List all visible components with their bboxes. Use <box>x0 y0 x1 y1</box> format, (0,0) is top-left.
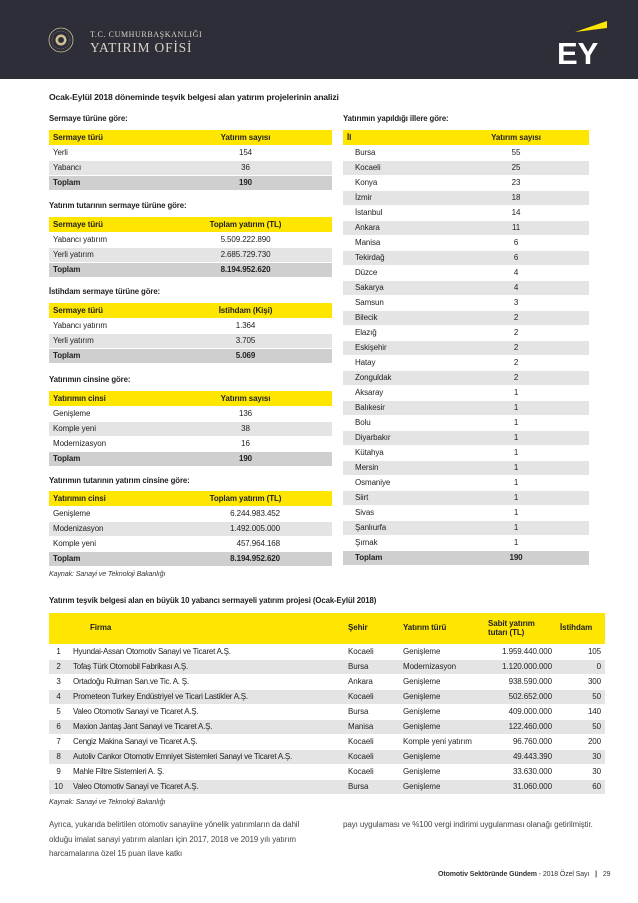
section-label-yatirim-tutari: Yatırım tutarının sermaye türüne göre: <box>49 201 187 210</box>
city-name: Kocaeli <box>344 644 399 659</box>
city-count: 1 <box>443 415 589 430</box>
table-row <box>343 520 589 535</box>
city-name: Elazığ <box>343 325 443 340</box>
footer-separator: | <box>595 871 598 878</box>
state-seal-icon <box>48 27 74 53</box>
table-sermaye-turu <box>49 130 332 191</box>
city-count: 23 <box>443 175 589 190</box>
header-cell: Sermaye türü <box>49 303 159 318</box>
city-count: 4 <box>443 280 589 295</box>
row-number: 2 <box>49 659 68 674</box>
total-label: Toplam <box>49 551 159 566</box>
city-name: Ankara <box>343 220 443 235</box>
page-header <box>0 0 638 79</box>
table-row <box>49 659 605 674</box>
company-name: Valeo Otomotiv Sanayi ve Ticaret A.Ş. <box>68 704 344 719</box>
row-name: Genişleme <box>49 406 159 421</box>
table-row <box>343 175 589 190</box>
header-cell: Firma <box>68 613 344 644</box>
header-cell: Toplam yatırım (TL) <box>159 217 332 232</box>
row-number: 1 <box>49 644 68 659</box>
city-name: Bolu <box>343 415 443 430</box>
total-label: Toplam <box>49 348 159 363</box>
investment-amount: 31.060.000 <box>484 779 556 794</box>
city-name: Osmaniye <box>343 475 443 490</box>
row-number: 8 <box>49 749 68 764</box>
city-count: 3 <box>443 295 589 310</box>
table-row <box>343 535 589 550</box>
investment-amount: 1.959.440.000 <box>484 644 556 659</box>
page-number: 29 <box>602 871 611 878</box>
header-cell: Yatırım sayısı <box>159 130 332 145</box>
table-row <box>49 145 332 160</box>
section-label-iller: Yatırımın yapıldığı illere göre: <box>343 114 449 123</box>
table-row <box>49 536 332 551</box>
row-value: 36 <box>159 160 332 175</box>
table-row <box>343 475 589 490</box>
investment-amount: 96.760.000 <box>484 734 556 749</box>
row-number: 5 <box>49 704 68 719</box>
row-value: 154 <box>159 145 332 160</box>
city-name: Bursa <box>343 145 443 160</box>
issue-name: - 2018 Özel Sayı <box>536 871 590 878</box>
employment-count: 50 <box>556 719 605 734</box>
investment-type: Genişleme <box>399 674 484 689</box>
company-name: Autoliv Cankor Otomotiv Emniyet Sistemleri Sanayi ve Ticaret A.Ş. <box>68 749 344 764</box>
company-name: Maxion Jantaş Jant Sanayi ve Ticaret A.Ş. <box>68 719 344 734</box>
city-name: Samsun <box>343 295 443 310</box>
city-name: Şanlıurfa <box>343 520 443 535</box>
header-cell: Yatırımın cinsi <box>49 391 159 406</box>
publication-name: Otomotiv Sektöründe Gündem <box>438 871 537 878</box>
row-name: Komple yeni <box>49 536 159 551</box>
row-number: 6 <box>49 719 68 734</box>
source-note: Kaynak: Sanayi ve Teknoloji Bakanlığı <box>49 798 166 806</box>
city-name: Düzce <box>343 265 443 280</box>
table-row <box>49 719 605 734</box>
city-count: 1 <box>443 520 589 535</box>
table-row <box>49 689 605 704</box>
row-value: 38 <box>159 421 332 436</box>
page-footer <box>438 871 610 878</box>
company-name: Hyundai-Assan Otomotiv Sanayi ve Ticaret A.Ş. <box>68 644 344 659</box>
investment-amount: 49.443.390 <box>484 749 556 764</box>
employment-count: 30 <box>556 764 605 779</box>
total-row <box>49 551 332 566</box>
table-row <box>343 430 589 445</box>
row-value: 2.685.729.730 <box>159 247 332 262</box>
row-name: Modenizasyon <box>49 521 159 536</box>
city-count: 2 <box>443 340 589 355</box>
row-value: 457.964.168 <box>159 536 332 551</box>
table-top10 <box>49 613 605 795</box>
city-name: İzmir <box>343 190 443 205</box>
investment-type: Genişleme <box>399 764 484 779</box>
employment-count: 60 <box>556 779 605 794</box>
city-name: Sakarya <box>343 280 443 295</box>
section-label-yatirim-cinsi: Yatırımın cinsine göre: <box>49 375 131 384</box>
city-count: 1 <box>443 400 589 415</box>
row-number: 7 <box>49 734 68 749</box>
table-row <box>49 764 605 779</box>
table-row <box>343 310 589 325</box>
city-name: Zonguldak <box>343 370 443 385</box>
city-count: 2 <box>443 310 589 325</box>
city-count: 6 <box>443 250 589 265</box>
table-row <box>49 318 332 333</box>
investment-type: Genişleme <box>399 689 484 704</box>
city-name: Sivas <box>343 505 443 520</box>
section-label-top10: Yatırım teşvik belgesi alan en büyük 10 yabancı sermayeli yatırım projesi (Ocak-Eylül 2018) <box>49 596 377 605</box>
total-value: 8.194.952.620 <box>159 551 332 566</box>
total-value: 190 <box>159 451 332 466</box>
ey-logo <box>557 20 609 66</box>
header-cell: Yatırım sayısı <box>159 391 332 406</box>
city-count: 2 <box>443 370 589 385</box>
city-count: 25 <box>443 160 589 175</box>
row-name: Yerli yatırım <box>49 247 159 262</box>
header-cell: İstihdam (Kişi) <box>159 303 332 318</box>
table-row <box>49 436 332 451</box>
city-name: Aksaray <box>343 385 443 400</box>
table-row <box>343 400 589 415</box>
table-row <box>343 490 589 505</box>
city-name: Şırnak <box>343 535 443 550</box>
row-name: Yerli <box>49 145 159 160</box>
city-count: 1 <box>443 505 589 520</box>
header-cell: Toplam yatırım (TL) <box>159 491 332 506</box>
table-row <box>343 250 589 265</box>
city-name: Bursa <box>344 659 399 674</box>
city-name: Kocaeli <box>344 689 399 704</box>
header-cell <box>49 613 68 644</box>
table-row <box>343 265 589 280</box>
row-number: 10 <box>49 779 68 794</box>
city-count: 1 <box>443 445 589 460</box>
investment-type: Genişleme <box>399 719 484 734</box>
city-count: 55 <box>443 145 589 160</box>
table-row <box>343 190 589 205</box>
table-row <box>343 205 589 220</box>
investment-amount: 409.000.000 <box>484 704 556 719</box>
table-row <box>343 295 589 310</box>
row-value: 5.509.222.890 <box>159 232 332 247</box>
office-name: YATIRIM OFİSİ <box>90 40 193 55</box>
svg-text:EY: EY <box>557 36 599 66</box>
header-cell: Sermaye türü <box>49 217 159 232</box>
total-row <box>49 175 332 190</box>
city-name: Manisa <box>343 235 443 250</box>
total-value: 8.194.952.620 <box>159 262 332 277</box>
section-label-tutar-cinsi: Yatırımın tutarının yatırım cinsine göre: <box>49 476 190 485</box>
total-row <box>343 550 589 565</box>
header-cell: Yatırım sayısı <box>443 130 589 145</box>
investment-type: Genişleme <box>399 704 484 719</box>
section-label-istihdam: İstihdam sermaye türüne göre: <box>49 287 161 296</box>
header-cell: Yatırımın cinsi <box>49 491 159 506</box>
total-row <box>49 451 332 466</box>
table-row <box>343 505 589 520</box>
investment-type: Modernizasyon <box>399 659 484 674</box>
header-cell: Yatırım türü <box>399 613 484 644</box>
row-value: 136 <box>159 406 332 421</box>
table-row <box>343 160 589 175</box>
city-count: 1 <box>443 490 589 505</box>
government-name: T.C. CUMHURBAŞKANLIĞI <box>90 30 203 39</box>
investment-type: Genişleme <box>399 779 484 794</box>
investment-amount: 502.652.000 <box>484 689 556 704</box>
investment-type: Genişleme <box>399 749 484 764</box>
city-name: Bursa <box>344 779 399 794</box>
total-row <box>49 348 332 363</box>
table-row <box>49 704 605 719</box>
page-title: Ocak-Eylül 2018 döneminde teşvik belgesi alan yatırım projelerinin analizi <box>49 92 339 102</box>
table-row <box>343 280 589 295</box>
table-istihdam <box>49 303 332 364</box>
city-count: 1 <box>443 475 589 490</box>
city-name: Tekirdağ <box>343 250 443 265</box>
company-name: Prometeon Turkey Endüstriyel ve Ticari Lastikler A.Ş. <box>68 689 344 704</box>
investment-amount: 33.630.000 <box>484 764 556 779</box>
city-count: 1 <box>443 535 589 550</box>
row-number: 4 <box>49 689 68 704</box>
table-row <box>49 506 332 521</box>
table-row <box>343 145 589 160</box>
city-count: 6 <box>443 235 589 250</box>
row-value: 1.492.005.000 <box>159 521 332 536</box>
employment-count: 50 <box>556 689 605 704</box>
total-label: Toplam <box>49 175 159 190</box>
employment-count: 30 <box>556 749 605 764</box>
table-row <box>343 340 589 355</box>
row-name: Modernizasyon <box>49 436 159 451</box>
employment-count: 105 <box>556 644 605 659</box>
paragraph-left: Ayrıca, yukarıda belirtilen otomotiv sanayiine yönelik yatırımların da dahil olduğu imalat sanayi yatırım alanları için 2017, 2018 ve 2019 yılı yatırım harcamalarına özel 15 puan ilave katkı <box>49 820 300 858</box>
total-label: Toplam <box>49 451 159 466</box>
row-value: 3.705 <box>159 333 332 348</box>
city-name: Mersin <box>343 460 443 475</box>
company-name: Ortadoğu Rulman San.ve Tic. A. Ş. <box>68 674 344 689</box>
company-name: Tofaş Türk Otomobil Fabrikası A.Ş. <box>68 659 344 674</box>
table-yatirim-tutari <box>49 217 332 278</box>
employment-count: 300 <box>556 674 605 689</box>
source-note: Kaynak: Sanayi ve Teknoloji Bakanlığı <box>49 570 166 578</box>
city-name: Balıkesir <box>343 400 443 415</box>
investment-type: Genişleme <box>399 644 484 659</box>
city-count: 2 <box>443 325 589 340</box>
city-name: Kütahya <box>343 445 443 460</box>
row-value: 16 <box>159 436 332 451</box>
city-count: 18 <box>443 190 589 205</box>
table-row <box>49 406 332 421</box>
total-value: 190 <box>159 175 332 190</box>
employment-count: 0 <box>556 659 605 674</box>
city-count: 14 <box>443 205 589 220</box>
table-row <box>343 460 589 475</box>
table-row <box>49 734 605 749</box>
city-count: 1 <box>443 460 589 475</box>
section-label-sermaye-turu: Sermaye türüne göre: <box>49 114 128 123</box>
row-value: 1.364 <box>159 318 332 333</box>
table-row <box>49 160 332 175</box>
investment-type: Komple yeni yatırım <box>399 734 484 749</box>
table-yatirim-cinsi <box>49 391 332 467</box>
investment-amount: 122.460.000 <box>484 719 556 734</box>
employment-count: 140 <box>556 704 605 719</box>
header-cell: Şehir <box>344 613 399 644</box>
table-iller <box>343 130 589 566</box>
company-name: Cengiz Makina Sanayi ve Ticaret A.Ş. <box>68 734 344 749</box>
table-tutar-cinsi <box>49 491 332 567</box>
row-number: 3 <box>49 674 68 689</box>
row-name: Yabancı yatırım <box>49 318 159 333</box>
row-number: 9 <box>49 764 68 779</box>
company-name: Valeo Otomotiv Sanayi ve Ticaret A.Ş. <box>68 779 344 794</box>
city-count: 1 <box>443 385 589 400</box>
row-name: Yerli yatırım <box>49 333 159 348</box>
table-row <box>49 521 332 536</box>
investment-amount: 938.590.000 <box>484 674 556 689</box>
city-name: Ankara <box>344 674 399 689</box>
city-name: Diyarbakır <box>343 430 443 445</box>
table-row <box>343 370 589 385</box>
table-row <box>49 421 332 436</box>
employment-count: 200 <box>556 734 605 749</box>
city-name: Konya <box>343 175 443 190</box>
table-row <box>343 235 589 250</box>
table-row <box>343 355 589 370</box>
table-row <box>49 333 332 348</box>
city-name: Siirt <box>343 490 443 505</box>
table-row <box>343 415 589 430</box>
total-value: 5.069 <box>159 348 332 363</box>
city-name: Kocaeli <box>344 734 399 749</box>
total-label: Toplam <box>49 262 159 277</box>
city-name: Bursa <box>344 704 399 719</box>
table-row <box>343 220 589 235</box>
table-row <box>49 232 332 247</box>
company-name: Mahle Filtre Sistemleri A. Ş. <box>68 764 344 779</box>
row-name: Yabancı <box>49 160 159 175</box>
table-row <box>49 674 605 689</box>
table-row <box>49 247 332 262</box>
header-cell: İstihdam <box>556 613 605 644</box>
city-name: Kocaeli <box>344 749 399 764</box>
header-cell: Sabit yatırım tutarı (TL) <box>484 613 556 644</box>
city-count: 4 <box>443 265 589 280</box>
city-count: 1 <box>443 430 589 445</box>
total-row <box>49 262 332 277</box>
table-row <box>343 445 589 460</box>
table-row <box>343 325 589 340</box>
paragraph-right: payı uygulaması ve %100 vergi indirimi uygulanması olanağı getirilmiştir. <box>343 820 593 829</box>
row-name: Genişleme <box>49 506 159 521</box>
header-cell: İl <box>343 130 443 145</box>
table-row <box>49 779 605 794</box>
city-name: Kocaeli <box>344 764 399 779</box>
table-row <box>49 644 605 659</box>
row-name: Komple yeni <box>49 421 159 436</box>
city-name: Bilecik <box>343 310 443 325</box>
table-row <box>343 385 589 400</box>
city-count: 2 <box>443 355 589 370</box>
city-name: Kocaeli <box>343 160 443 175</box>
total-label: Toplam <box>343 550 443 565</box>
city-count: 11 <box>443 220 589 235</box>
row-value: 6.244.983.452 <box>159 506 332 521</box>
total-value: 190 <box>443 550 589 565</box>
city-name: İstanbul <box>343 205 443 220</box>
city-name: Manisa <box>344 719 399 734</box>
header-cell: Sermaye türü <box>49 130 159 145</box>
row-name: Yabancı yatırım <box>49 232 159 247</box>
investment-amount: 1.120.000.000 <box>484 659 556 674</box>
city-name: Hatay <box>343 355 443 370</box>
table-row <box>49 749 605 764</box>
city-name: Eskişehir <box>343 340 443 355</box>
